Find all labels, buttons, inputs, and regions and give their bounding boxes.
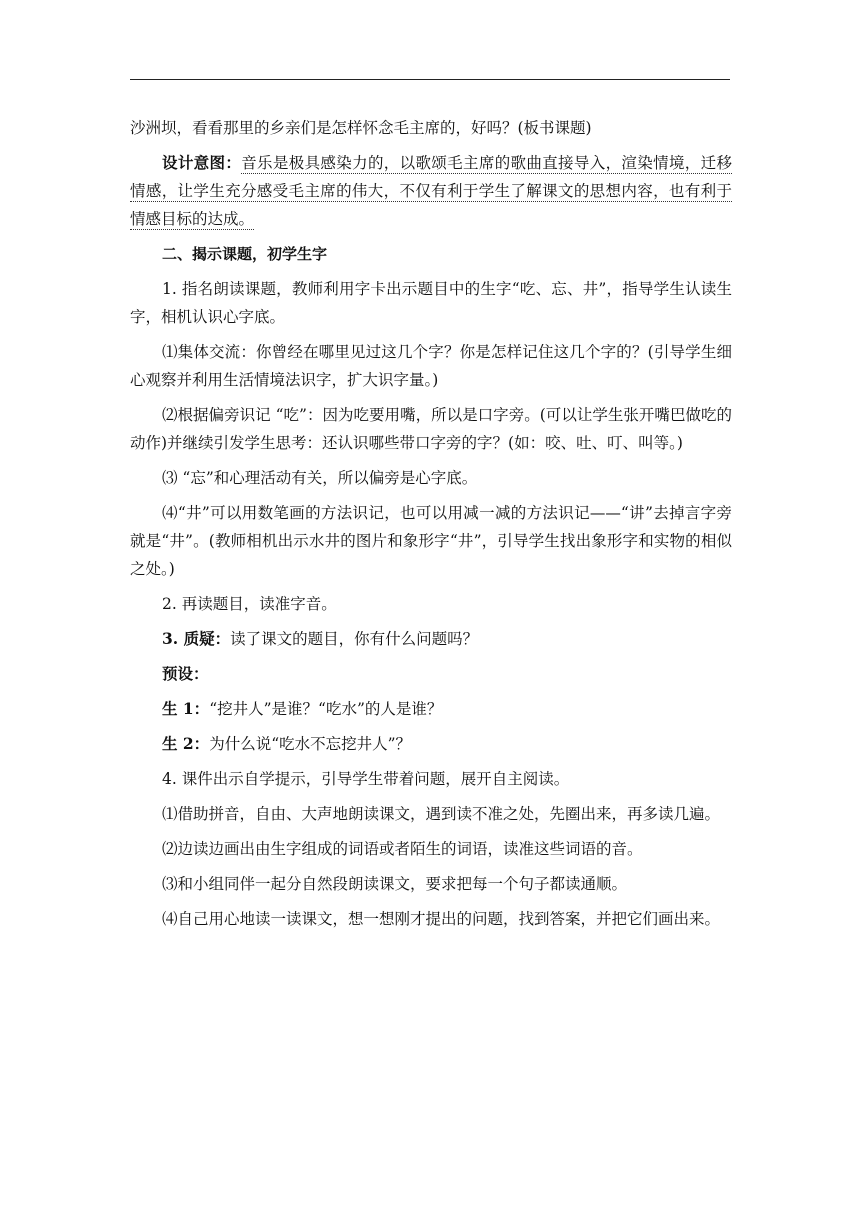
question-text: 读了课文的题目，你有什么问题吗？	[230, 630, 479, 648]
design-intent-paragraph	[130, 149, 732, 233]
item-1-1: ⑴集体交流：你曾经在哪里见过这几个字？你是怎样记住这几个字的？(引导学生细心观察并利用生活情境法识字，扩大识字量。)	[130, 343, 732, 389]
student-1-line	[130, 695, 732, 723]
section-title: 二、揭示课题，初学生字	[162, 245, 328, 263]
intro-line: 沙洲坝，看看那里的乡亲们是怎样怀念毛主席的，好吗？(板书课题)	[130, 119, 592, 137]
item-4-1: ⑴借助拼音，自由、大声地朗读课文，遇到读不准之处，先圈出来，再多读几遍。	[162, 805, 721, 823]
item-2: 2. 再读题目，读准字音。	[162, 595, 337, 613]
item-4-2: ⑵边读边画出由生字组成的词语或者陌生的词语，读准这些词语的音。	[162, 840, 643, 858]
design-intent-label: 设计意图：	[162, 153, 242, 172]
student-2-label: 生 2：	[162, 734, 210, 753]
item-4-4: ⑷自己用心地读一读课文，想一想刚才提出的问题，找到答案，并把它们画出来。	[162, 910, 721, 928]
design-intent-text: 音乐是极具感染力的，以歌颂毛主席的歌曲直接导入，渲染情境，迁移情感，让学生充分感受毛主席的伟大，不仅有利于学生了解课文的思想内容，也有利于情感目标的达成。	[130, 154, 732, 228]
preset-label: 预设：	[162, 664, 209, 683]
header-rule	[130, 79, 730, 80]
question-label: 3. 质疑：	[162, 629, 231, 648]
student-2-text: 为什么说“吃水不忘挖井人”？	[209, 735, 412, 753]
document-body	[130, 114, 732, 940]
item-4: 4. 课件出示自学提示，引导学生带着问题，展开自主阅读。	[162, 770, 570, 788]
item-1-2: ⑵根据偏旁识记 “吃”：因为吃要用嘴，所以是口字旁。(可以让学生张开嘴巴做吃的动作)并继续引发学生思考：还认识哪些带口字旁的字？(如：咬、吐、叮、叫等。)	[130, 406, 732, 452]
student-2-line	[130, 730, 732, 758]
student-1-label: 生 1：	[162, 699, 210, 718]
item-1: 1. 指名朗读课题，教师利用字卡出示题目中的生字“吃、忘、井”，指导学生认读生字，相机认识心字底。	[130, 280, 732, 326]
item-1-4: ⑷“井”可以用数笔画的方法识记，也可以用减一减的方法识记——“讲”去掉言字旁就是“井”。(教师相机出示水井的图片和象形字“井”，引导学生找出象形字和实物的相似之处。)	[130, 504, 732, 578]
student-1-text: “挖井人”是谁？“吃水”的人是谁？	[209, 700, 443, 718]
item-1-3: ⑶ “忘”和心理活动有关，所以偏旁是心字底。	[162, 469, 478, 487]
item-4-3: ⑶和小组同伴一起分自然段朗读课文，要求把每一个句子都读通顺。	[162, 875, 628, 893]
item-3	[130, 625, 732, 653]
